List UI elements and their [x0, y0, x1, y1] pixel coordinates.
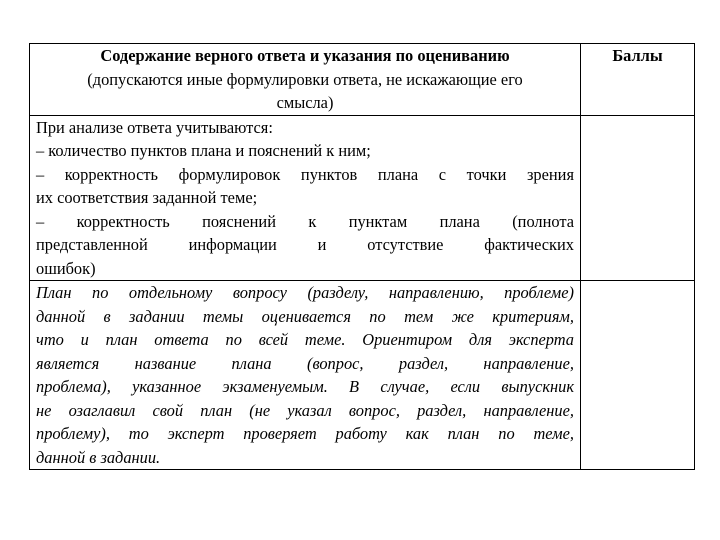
grading-table: [29, 43, 695, 470]
criteria-line: их соответствия заданной теме;: [36, 188, 258, 207]
content-header-title: Содержание верного ответа и указания по оцениванию: [100, 46, 510, 65]
note-line: План по отдельному вопросу (разделу, направлению, проблеме): [36, 283, 574, 302]
content-header-cell: [30, 44, 581, 116]
criteria-line: При анализе ответа учитываются:: [36, 117, 273, 137]
note-line: данной в задании темы оценивается по тем же критериям,: [36, 306, 574, 326]
note-line: проблему), то эксперт проверяет работу как план по теме,: [36, 424, 574, 443]
criteria-line: ошибок): [36, 258, 96, 278]
note-line: данной в задании.: [36, 447, 161, 467]
content-header-subtitle-line2: смысла): [276, 93, 334, 112]
criteria-cell: [30, 115, 581, 281]
criteria-row: [30, 115, 695, 281]
note-cell: [30, 281, 581, 470]
content-header-subtitle-line1: (допускаются иные формулировки ответа, не искажающие его: [87, 69, 523, 89]
points-header-cell: Баллы: [581, 44, 695, 116]
header-row: [30, 44, 695, 116]
note-points-cell: [581, 281, 695, 470]
criteria-line: – корректность пояснений к пунктам плана (полнота: [36, 211, 574, 231]
criteria-line: представленной информации и отсутствие фактических: [36, 235, 574, 254]
note-line: не озаглавил свой план (не указал вопрос, раздел, направление,: [36, 400, 574, 420]
criteria-points-cell: [581, 115, 695, 281]
note-line: является название плана (вопрос, раздел, направление,: [36, 353, 574, 373]
criteria-line: – количество пунктов плана и пояснений к ним;: [36, 141, 371, 160]
note-line: проблема), указанное экзаменуемым. В случае, если выпускник: [36, 377, 574, 396]
criteria-line: – корректность формулировок пунктов плана с точки зрения: [36, 164, 574, 184]
note-line: что и план ответа по всей теме. Ориентиром для эксперта: [36, 330, 574, 349]
note-row: [30, 281, 695, 470]
